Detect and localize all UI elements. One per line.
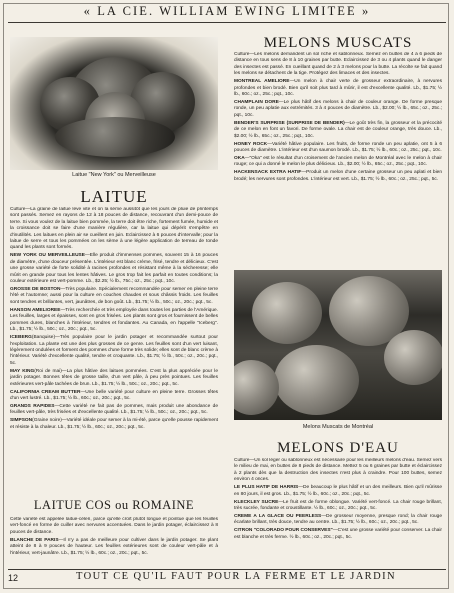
melons-culture: Culture—Les melons demandent un sol riche et sablonneux. Semez en buttes de 4 à 6 pieds de distance en tous sens de 8 à 10 graines par butte. Eclaircissez de 3 ou 4 plants quand le danger des insectes est passé. En cueillant quand de 2 à 3 melons pour la butte. La récolte se fait quand les melons se détachent de la tige. Protégez des limaces et des insectes. [234, 52, 442, 77]
section-title-laitue-cos: LAITUE COS ou ROMAINE [33, 498, 195, 512]
variety-entry: HANSON AMELIOREE—Très recherchée et très employée dans toutes les parties de l'Amérique. Les feuilles, larges et épaisses, sont en gros frisées. Les plants sont gros et fournissent de belles pommes dures, blanches à l'intérieur, tendres et fondantes. Au Canada, en l'appelle "Iceberg". Lb., $1.75; ½ lb., 50c.; oz., 20c.; pqt., 5c. [10, 307, 218, 333]
variety-entry: MONTREAL AMELIORE—Un melon à chair verte de grosseur extraordinaire, à nervures profondes et bien brodé. Bien qu'il soit plus tard à mûrir, il est d'excellente qualité. Lb., $1.75; ½ lb., 60c.; oz., 25c.; pqt., 10c. [234, 79, 442, 98]
variety-entry: SIMPSON(Graine noire)—Variété idéale pour semer à la mi-été, parce qu'elle pousse rapidement et résiste à la chaleur. Lb., $1.75; ½ lb., 60c.; oz., 20c.; pqt., 5c. [10, 418, 218, 430]
variety-entry: OKA—"Oka" est le résultat d'un croisement de l'ancien melon de Montréal avec le melon à chair rouge; ce qui a donné le melon le plus délicieux. Lb., $2.00; ½ lb., 65c.; oz., 25c.; pqt., 10c. [234, 156, 442, 168]
variety-entry: GRANDS RAPIDES—Cette variété ne fait pas de pommes, mais produit une abondance de feuilles vert-pâle, très frisées et d'excellente qualité. Lb., $1.75; ½ lb., 50c.; oz., 20c.; pqt., 5c. [10, 403, 218, 416]
laitue-cos-culture: Cette variété est appelée laitue-céleri, parce qu'elle croît plutôt longue et pointue que les feuilles vert-foncé en forme de cuiller avec nervures accentuées. Dans le jardin potager, éclaircissez à 8 pouces de distance. [10, 517, 218, 535]
variety-entry: HACKENSACK EXTRA HATIF—Produit un melon d'une certaine grosseur un peu aplati et bien brodé; les nervures sont profondes. L'intérieur est vert. Lb., $1.75; ½ lb., 60c.; oz., 25c.; pqt., 5c. [234, 170, 442, 182]
laitue-cos-text-block [10, 517, 218, 567]
variety-entry: CHAMPLAIN DORE—Le plus hâtif des melons à chair de couleur orange. De forme presque ronde, un peu aplatie aux extrémités. 3 à 4 pouces de diamètre. Lb., $2.00; ½ lb., 65c.; oz., 25c.; pqt., 10c. [234, 100, 442, 118]
lettuce-photo [10, 37, 218, 170]
section-title-melons-muscats: MELONS MUSCATS [263, 35, 413, 51]
page-header: « LA CIE. WILLIAM EWING LIMITEE » [83, 4, 371, 18]
section-title-melons-deau: MELONS D'EAU [277, 440, 399, 456]
laitue-culture: Culture—La graine de laitue lève vite et on la sème aussitôt que les jours de pluie de printemps sont passés. Semez en rayons de 12 à 18 pouces de distance, recouvrant d'un demi-pouce de terre. Si vous voulez de la laitue bien pommée, la terre doit être riche, fortement fumée, humide et la croissance doit se faire d'une manière régulière, car la laitue qui dépérit s'empêtre en d'inutilités. Les laitues en plein air se cueillent en juin. Eclaircissez à 6 pouces d'intervalle; pour la laitue de serre et tous les pommées on les sème à une légère application de terreau de tonde quand les plants sont formés. [10, 207, 218, 251]
variety-entry: GROSSE DE BOSTON—Très populaire. Spécialement recommandée pour semer en pleine terre l'été et l'automne; aussi pour la culture en couches chaudes et sous châssis froids. Les feuilles sont tendres et brillantes, vert, jaunâtres, de bon goût. Lb., $1.75; ½ lb., 50c.; oz., 20c.; pqt., 5c. [10, 287, 218, 305]
footer-divider [8, 569, 446, 570]
melons-deau-culture: Culture—Un sol léger ou sablonneux est nécessaire pour les meilleurs melons d'eau. Semez vers le milieu de mai, en buttes de 8 pieds de distance. Mettez 5 ou 6 graines par butte et éclaircissez à 2 plants dès que la destruction des insectes n'est plus à craindre. Pour 100 buttes, semez environ 4 onces. [234, 458, 442, 483]
variety-entry: NEW YORK OU MERVEILLEUSE—Elle produit d'immenses pommes, souvent 15 à 16 pouces de diamètre, d'une douceur présentée. L'intérieur est blanc crème, frisé, tendre et délicieux. C'est une grosse variété de forte solidité à racines profondes et résistant même à la sécheresse; elle mûrit en grande pour tous les lentes hâtives. Le gros trop fait les parfait en toutes conditions; la couleur extérieure est vert-pomme. Lb., $2.25; ½ lb., 75c.; oz., 25c.; pqt., 10c. [10, 253, 218, 285]
lettuce-photo-caption: Laitue "New York" ou Merveilleuse [72, 172, 156, 178]
variety-entry: ICEBERG(Banquise)—Très populaire pour le jardin potager et recommandée surtout pour l'exploitation. La plante est une des plus grosses de ce genre. Les feuilles sont d'un vert luisant, légèrement ondulées et forment des pommes d'une forme très solide; elles sont de blanc crème à l'intérieur. Variété d'excellente qualité, tendre et croquante. Lb., $1.75; ½ lb., 50c.; oz., 20c.; pqt., 5c. [10, 335, 218, 366]
melons-photo [234, 270, 442, 420]
melons-text-block [234, 52, 442, 266]
variety-entry: BLANCHE DE PARIS—Il n'y a pas de meilleure pour cultiver dans le jardin potager. Se plant atteint de 8 à 9 pouces de hauteur. Les feuilles extérieures sont de couleur vert-pâle et à l'intérieur, vert-jaunâtre. Lb., $1.75; ½ lb., 60c.; oz., 20c.; pqt., 5c. [10, 537, 218, 556]
variety-entry: LE PLUS HATIF DE HARRIS—De beaucoup le plus hâtif et un des meilleurs. Bien qu'il mûrisse en 80 jours, il est gros. Lb., $1.75; ½ lb., 60c.; oz., 20c.; pqt., 5c. [234, 485, 442, 497]
page-number: 12 [8, 573, 19, 583]
variety-entry: CALIFORNIA CREAM BUTTER—Une belle variété pour culture en pleine terre. Grosses têtes d'un vert lustré. Lb., $1.75; ½ lb., 60c.; oz., 20c.; pqt., 5c. [10, 389, 218, 401]
page-footer: TOUT CE QU'IL FAUT POUR LA FERME ET LE JARDIN [76, 571, 396, 582]
header-divider [8, 22, 446, 23]
variety-entry: KLECKLEY SUCRE—Le fruit est de forme oblongue. Variété vert-foncé. La chair rouge brillant, très sucrée, fondante et croustillante. ½ lb., 60c.; oz., 20c.; pqt., 5c. [234, 499, 442, 512]
section-title-laitue: LAITUE [80, 187, 148, 206]
variety-entry: MAY KING(Roi de mai)—La plus hâtive des laitues pommées. C'est la plus appréciée pour le jardin potager. Bonnes têtes de grosse taille, d'un vert pâle, à peu près pointues. Les feuilles extérieures vert-pâle tachées de brun. Lb., $1.75; ½ lb., 50c.; oz., 20c.; pqt., 5c. [10, 368, 218, 387]
variety-entry: BENDER'S SURPRISE (SURPRISE DE BENDER)—Le goût très fin, la grosseur et la précocité de ce melon en font un favori. De forme ovale. La chair est de couleur orange, très douce. Lb., $2.00; ½ lb., 65c.; oz., 25c.; pqt., 10c. [234, 120, 442, 139]
variety-entry: HONEY ROCK—Variété hâtive populaire. Les fruits, de forme ronde un peu aplatie, ont 5 à 6 pouces de diamètre. L'intérieur est d'un saumon brodé. Lb., $1.75; ½ lb., 60c.; oz., 25c.; pqt., 10c. [234, 141, 442, 154]
variety-entry: CITRON "COLORADO POUR CONSERVES"—C'est une grosse variété pour conserver. La chair est blanche et très ferme. ½ lb., 60c.; oz., 20c.; pqt., 5c. [234, 528, 442, 540]
laitue-text-block [10, 207, 218, 497]
variety-entry: CREME A LA GLACE OU PEERLESS—De grosseur moyenne, presque rond; la chair rouge écarlate brillant, très douce, tendre au centre. Lb., $1.75; ½ lb., 60c.; oz., 20c.; pqt., 5c. [234, 514, 442, 526]
melons-photo-caption: Melons Muscats de Montréal [302, 424, 374, 430]
melons-deau-text-block [234, 458, 442, 566]
